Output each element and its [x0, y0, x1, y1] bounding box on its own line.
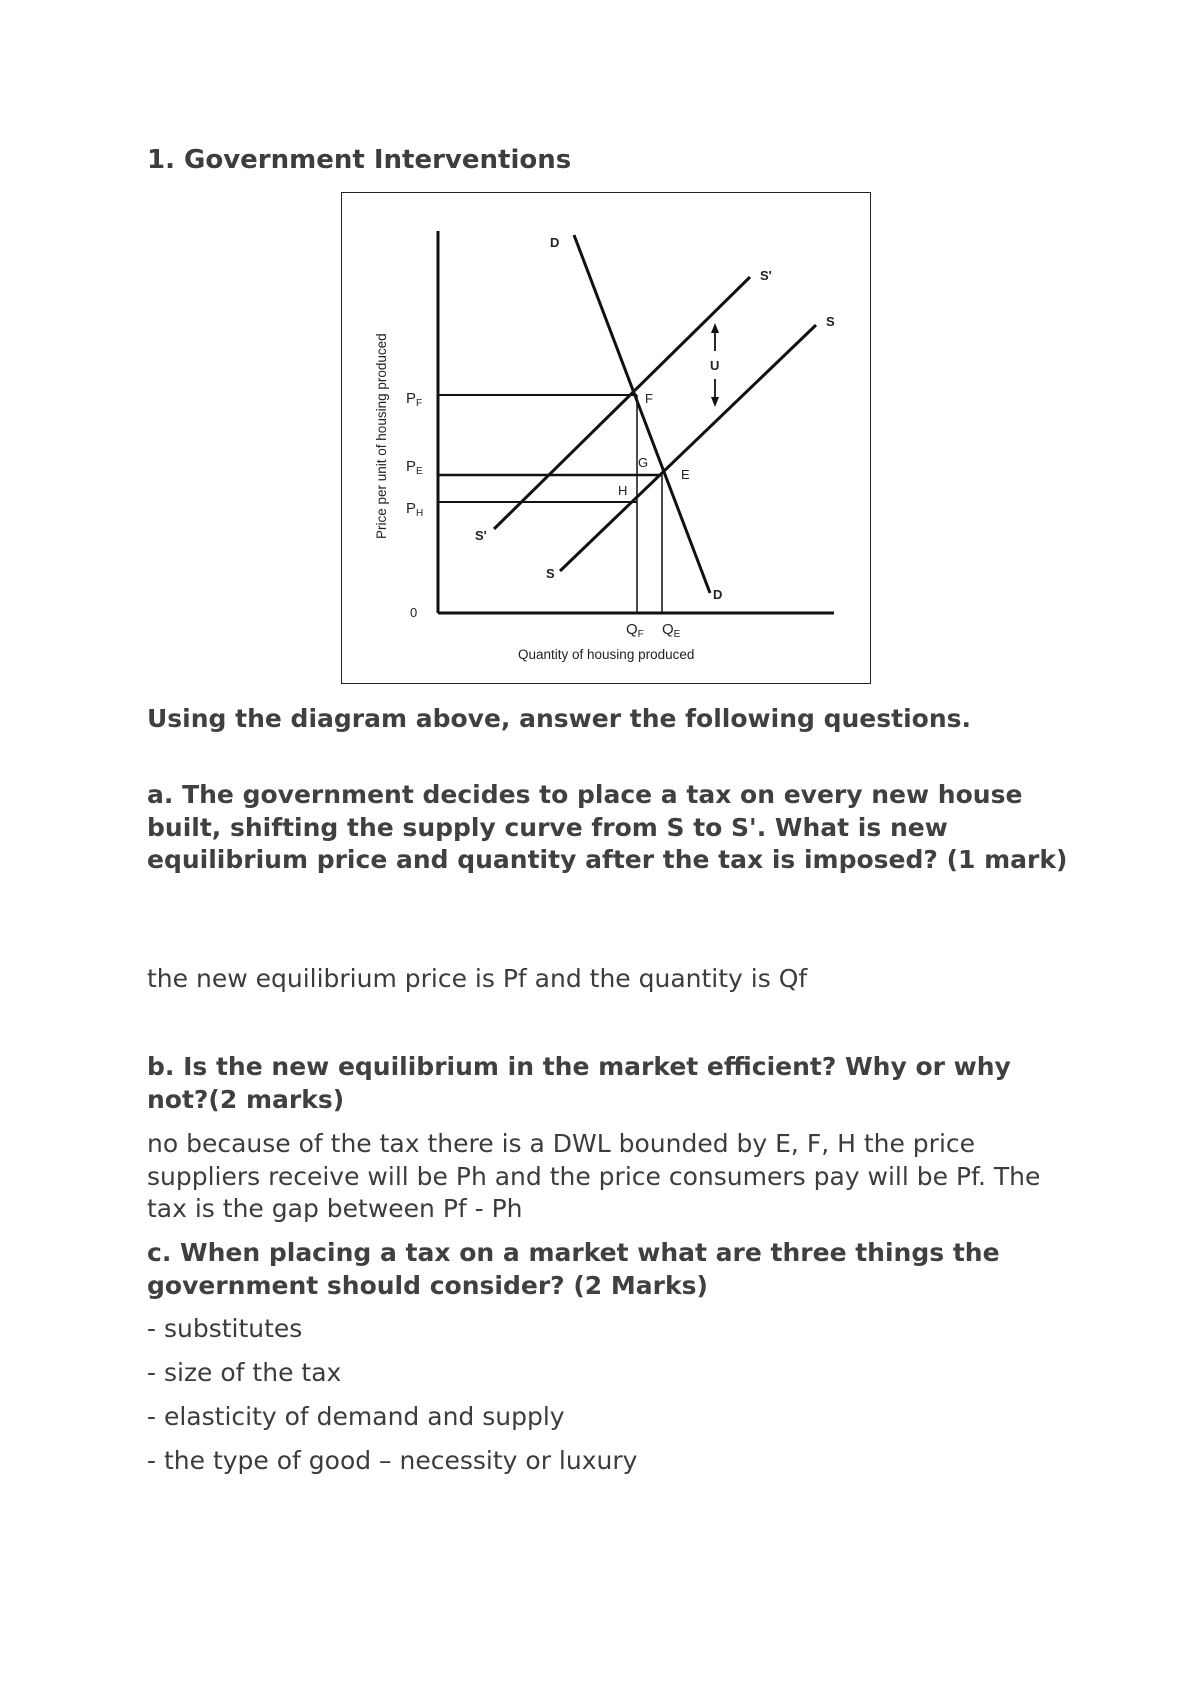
point-g-label: G: [638, 455, 649, 470]
point-u-label: U: [710, 358, 720, 373]
question-c-answer-item: - size of the tax: [147, 1358, 342, 1387]
shifted-supply-bottom-label: S': [475, 528, 487, 543]
price-label-pe: $P_E$: [406, 458, 423, 477]
question-c-prompt: c. When placing a tax on a market what are three things the government should consider? (2 Marks): [147, 1238, 1000, 1300]
intro-instruction: Using the diagram above, answer the following questions.: [147, 704, 971, 733]
demand-bottom-label: D: [713, 587, 723, 602]
origin-label: 0: [410, 605, 418, 620]
quantity-label-qf: $Q_F$: [626, 621, 644, 640]
y-axis-title: Price per unit of housing produced: [374, 333, 389, 539]
quantity-label-qe: $Q_E$: [662, 621, 681, 640]
housing-tax-diagram: [341, 192, 871, 684]
shifted-supply-top-label: S': [760, 268, 772, 283]
supply-top-label: S: [826, 314, 835, 329]
supply-bottom-label: S: [546, 566, 555, 581]
price-label-ph: $P_H$: [406, 500, 424, 519]
question-c-answer-item: - substitutes: [147, 1314, 303, 1343]
question-a-answer: the new equilibrium price is Pf and the quantity is Qf: [147, 964, 808, 993]
x-axis-title: Quantity of housing produced: [518, 647, 695, 662]
price-label-pf: $P_F$: [406, 390, 423, 409]
point-h-label: H: [618, 483, 628, 498]
question-c-answer-item: - elasticity of demand and supply: [147, 1402, 565, 1431]
question-b-prompt: b. Is the new equilibrium in the market efficient? Why or why not?(2 marks): [147, 1052, 1011, 1114]
point-e-label: E: [681, 467, 690, 482]
question-b-answer: no because of the tax there is a DWL bounded by E, F, H the price suppliers receive will be Ph and the price consumers pay will be Pf. The tax is the gap between Pf - Ph: [147, 1129, 1041, 1223]
section-heading: 1. Government Interventions: [147, 145, 572, 175]
demand-top-label: D: [550, 235, 560, 250]
down-arrow-icon: [711, 397, 719, 407]
question-a-prompt: a. The government decides to place a tax on every new house built, shifting the supply curve from S to S'. What is new equilibrium price and quantity after the tax is imposed? (1 mark): [147, 780, 1068, 874]
diagram-svg: [342, 193, 872, 685]
question-c-answer-item: - the type of good – necessity or luxury: [147, 1446, 638, 1475]
up-arrow-icon: [711, 323, 719, 333]
point-f-label: F: [645, 391, 653, 406]
